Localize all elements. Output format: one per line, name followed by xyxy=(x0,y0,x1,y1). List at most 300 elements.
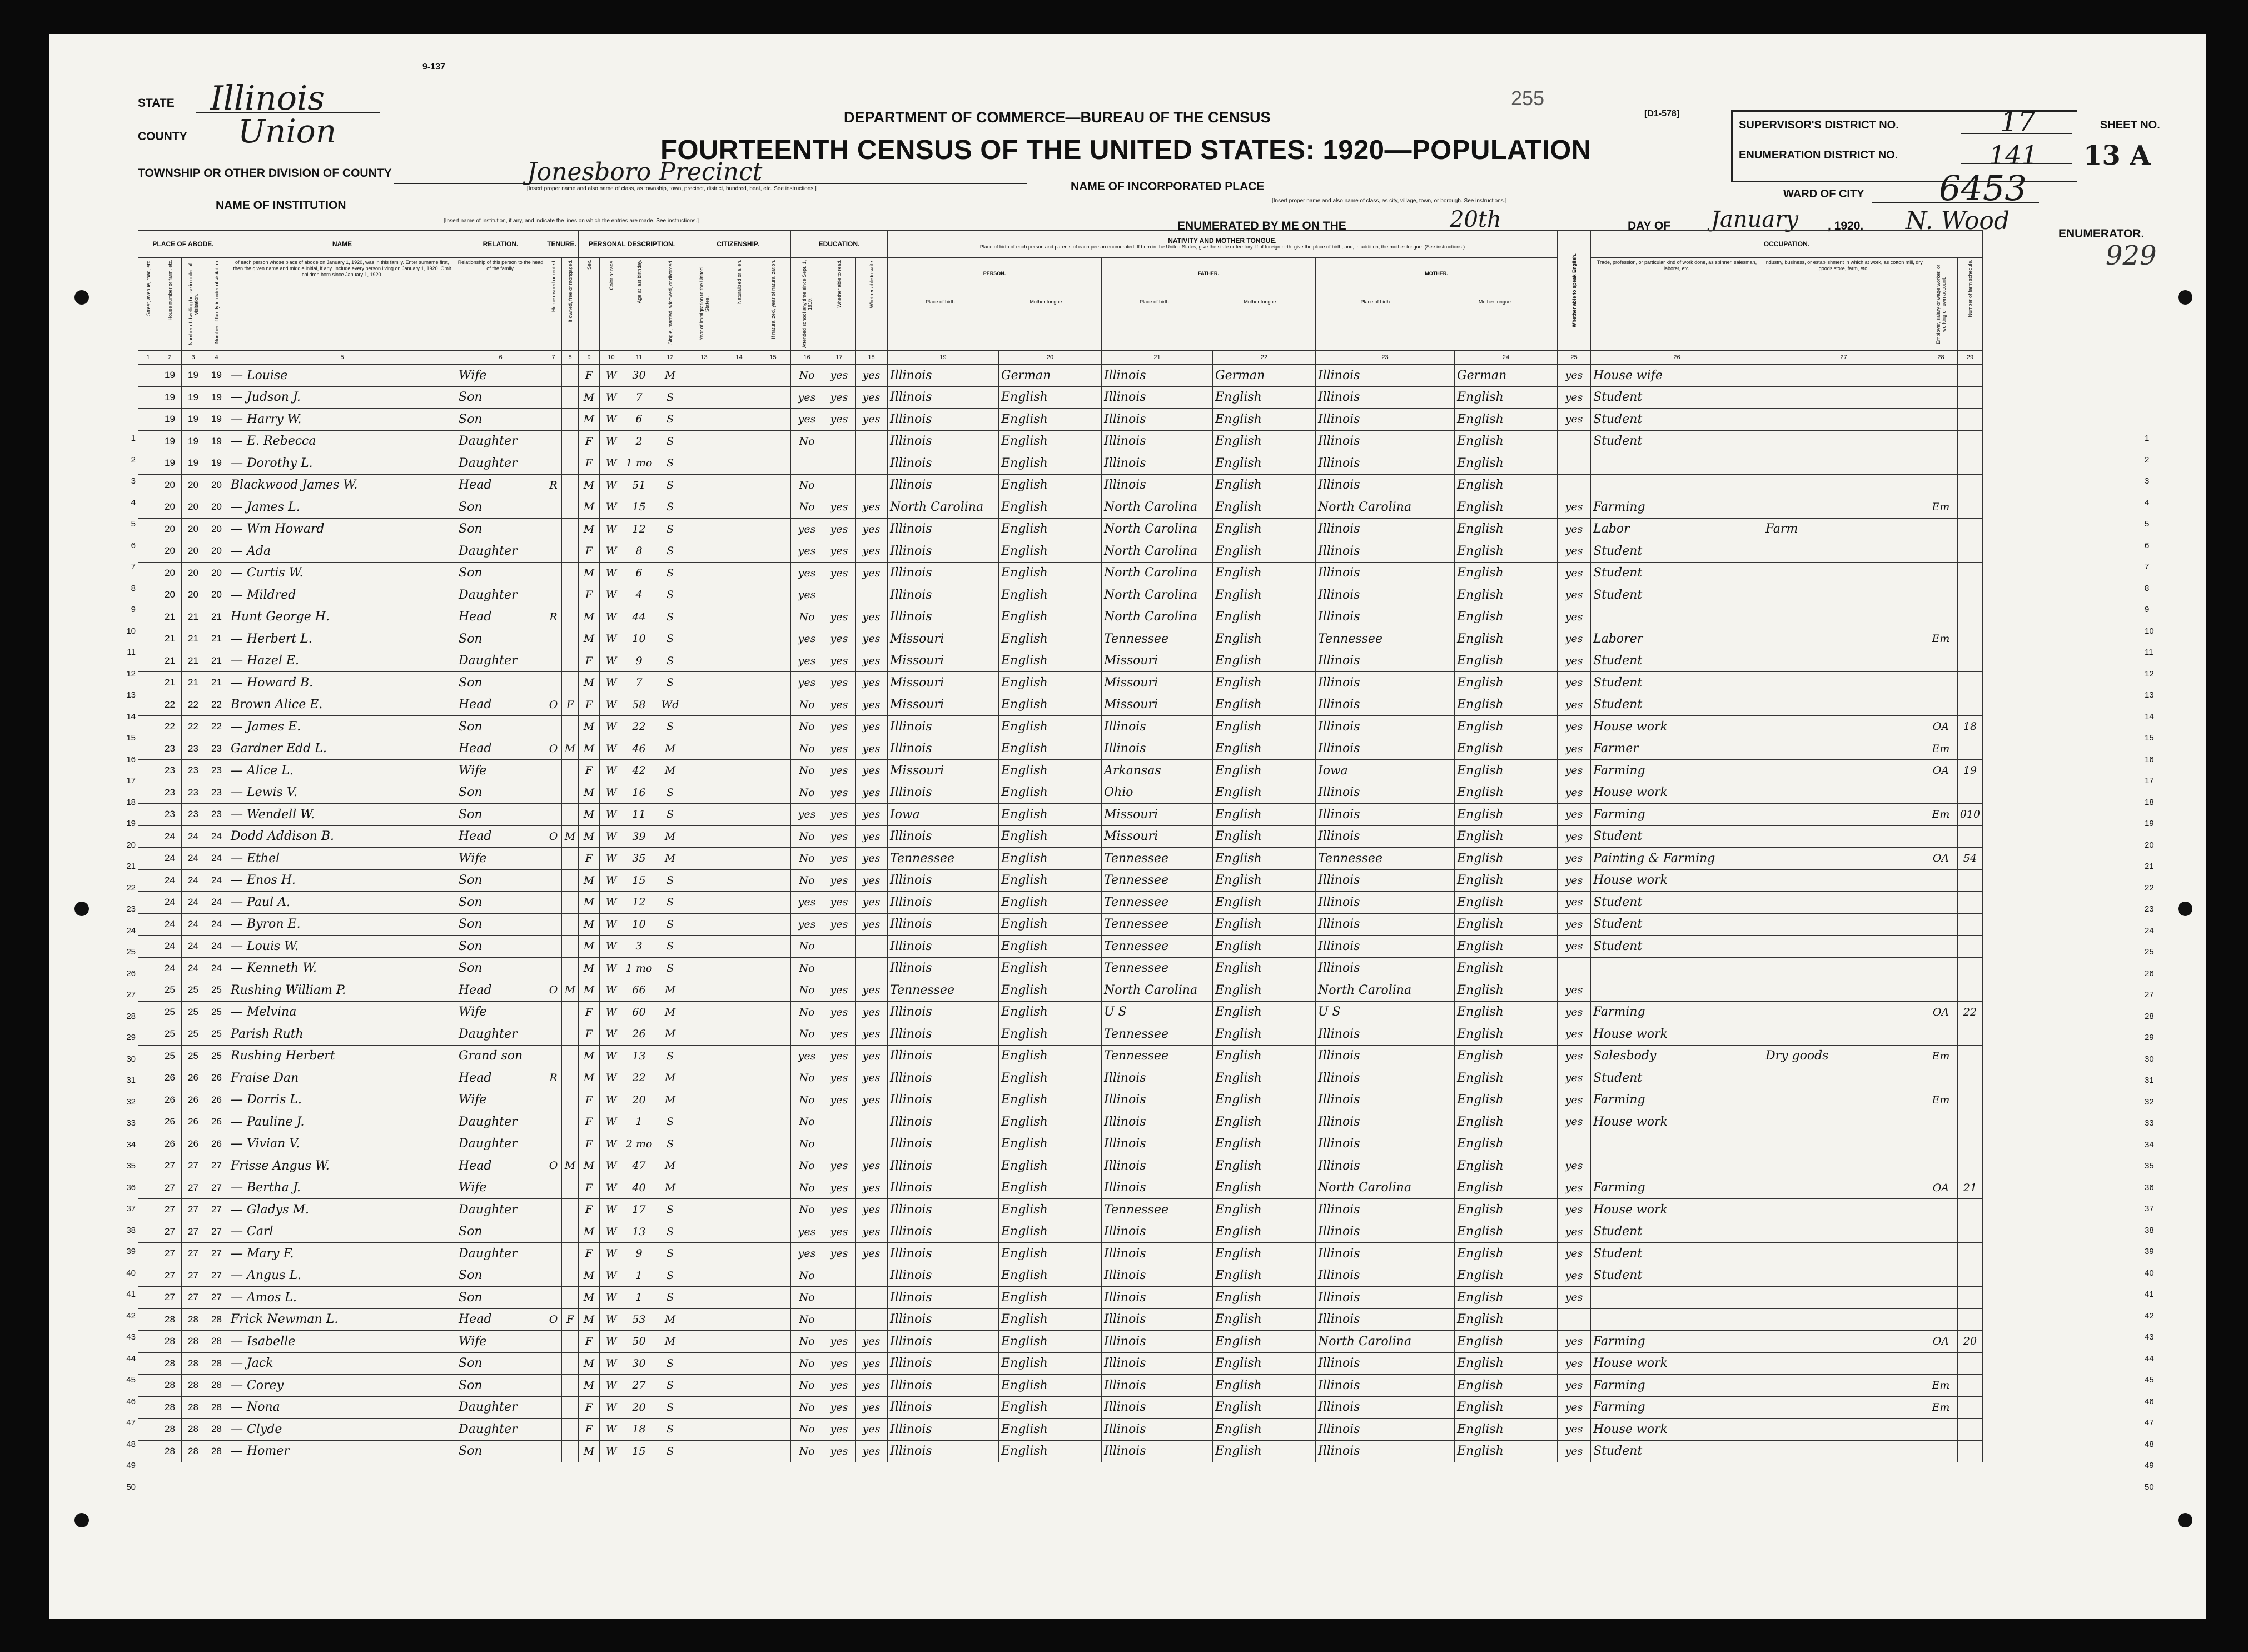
line-number: 33 xyxy=(126,1118,136,1128)
employer-class-cell xyxy=(1924,365,1958,387)
write-cell: yes xyxy=(856,716,888,738)
speaks-english-cell: yes xyxy=(1558,760,1591,782)
name-cell: — Ada xyxy=(228,540,456,563)
industry-cell xyxy=(1763,1001,1924,1023)
line-number: 27 xyxy=(2145,990,2154,999)
owned-rented-cell xyxy=(545,760,562,782)
attended-school-cell: No xyxy=(791,782,823,804)
free-mortgaged-cell xyxy=(562,540,579,563)
write-cell: yes xyxy=(856,1045,888,1067)
mother-tongue-cell: English xyxy=(999,716,1102,738)
occupation-cell: Student xyxy=(1591,936,1763,958)
age-cell: 7 xyxy=(623,386,655,409)
mother-tongue-parent-cell: English xyxy=(1455,760,1558,782)
name-cell: — Mildred xyxy=(228,584,456,606)
mother-birthplace-cell: Illinois xyxy=(1316,672,1455,694)
mother-tongue-cell: English xyxy=(999,606,1102,628)
dwelling-number: 20 xyxy=(182,496,205,519)
father-tongue-cell: English xyxy=(1213,672,1316,694)
census-row xyxy=(138,672,1983,694)
owned-rented-cell xyxy=(545,650,562,672)
naturalization-year-cell xyxy=(755,386,791,409)
mother-tongue-parent-cell: English xyxy=(1455,1177,1558,1199)
naturalized-cell xyxy=(723,1440,755,1462)
col-18-header: Whether able to write. xyxy=(856,258,888,351)
mother-tongue-parent-cell: English xyxy=(1455,1023,1558,1046)
mother-birthplace-cell: Illinois xyxy=(1316,1133,1455,1155)
street-cell xyxy=(138,1089,158,1111)
mother-tongue-parent-cell: English xyxy=(1455,518,1558,540)
supervisor-number: 17 xyxy=(2000,106,2036,138)
owned-rented-cell xyxy=(545,957,562,979)
write-cell: yes xyxy=(856,760,888,782)
col-15-header: If naturalized, year of naturalization. xyxy=(755,258,791,351)
line-number: 30 xyxy=(126,1054,136,1064)
incorporated-label: NAME OF INCORPORATED PLACE xyxy=(1071,180,1265,193)
sex-cell: M xyxy=(579,1375,600,1397)
age-cell: 44 xyxy=(623,606,655,628)
dwelling-number: 25 xyxy=(182,1001,205,1023)
house-number: 27 xyxy=(158,1265,182,1287)
naturalization-year-cell xyxy=(755,716,791,738)
farm-schedule-cell xyxy=(1958,386,1983,409)
age-cell: 18 xyxy=(623,1419,655,1441)
mother-tongue-parent-cell: English xyxy=(1455,1045,1558,1067)
mother-tongue-parent-cell: English xyxy=(1455,957,1558,979)
employer-class-cell xyxy=(1924,1111,1958,1133)
house-number: 24 xyxy=(158,869,182,892)
color-cell: W xyxy=(600,716,623,738)
attended-school-cell: yes xyxy=(791,672,823,694)
speaks-english-cell: yes xyxy=(1558,628,1591,650)
attended-school-cell: No xyxy=(791,979,823,1002)
industry-cell xyxy=(1763,1067,1924,1089)
read-cell xyxy=(823,936,856,958)
sex-cell: M xyxy=(579,892,600,914)
speaks-english-cell: yes xyxy=(1558,892,1591,914)
dwelling-number: 21 xyxy=(182,650,205,672)
census-row xyxy=(138,1308,1983,1331)
col-father-header: FATHER. Place of birth. Mother tongue. xyxy=(1102,258,1316,351)
mother-tongue-cell: English xyxy=(999,913,1102,936)
employer-class-cell: Em xyxy=(1924,1396,1958,1419)
naturalized-cell xyxy=(723,1067,755,1089)
father-birthplace-cell: North Carolina xyxy=(1102,518,1213,540)
family-number: 28 xyxy=(205,1331,228,1353)
attended-school-cell: No xyxy=(791,496,823,519)
ward-note: 6453 xyxy=(1939,168,2027,208)
census-row xyxy=(138,628,1983,650)
family-number: 27 xyxy=(205,1243,228,1265)
family-number: 19 xyxy=(205,386,228,409)
color-cell: W xyxy=(600,1089,623,1111)
father-tongue-cell: English xyxy=(1213,957,1316,979)
write-cell: yes xyxy=(856,496,888,519)
speaks-english-cell: yes xyxy=(1558,716,1591,738)
free-mortgaged-cell xyxy=(562,606,579,628)
sex-cell: F xyxy=(579,760,600,782)
farm-schedule-cell xyxy=(1958,1352,1983,1375)
father-tongue-cell: English xyxy=(1213,518,1316,540)
occupation-cell: Student xyxy=(1591,1265,1763,1287)
speaks-english-cell: yes xyxy=(1558,606,1591,628)
owned-rented-cell: O xyxy=(545,694,562,716)
employer-class-cell xyxy=(1924,386,1958,409)
speaks-english-cell xyxy=(1558,1308,1591,1331)
mother-tongue-cell: English xyxy=(999,430,1102,452)
write-cell xyxy=(856,936,888,958)
age-cell: 1 xyxy=(623,1111,655,1133)
col-11-header: Age at last birthday. xyxy=(623,258,655,351)
age-cell: 10 xyxy=(623,913,655,936)
house-number: 19 xyxy=(158,409,182,431)
line-number: 4 xyxy=(2145,497,2150,507)
naturalization-year-cell xyxy=(755,738,791,760)
father-tongue-cell: English xyxy=(1213,474,1316,496)
immigration-year-cell xyxy=(685,386,723,409)
color-cell: W xyxy=(600,430,623,452)
birthplace-cell: Illinois xyxy=(888,452,999,475)
column-number: 22 xyxy=(1213,351,1316,365)
naturalization-year-cell xyxy=(755,782,791,804)
naturalization-year-cell xyxy=(755,1155,791,1177)
mother-tongue-cell: English xyxy=(999,474,1102,496)
write-cell: yes xyxy=(856,1001,888,1023)
mother-tongue-cell: English xyxy=(999,957,1102,979)
industry-cell xyxy=(1763,1419,1924,1441)
relation-cell: Daughter xyxy=(456,1396,545,1419)
dwelling-number: 27 xyxy=(182,1287,205,1309)
marital-status-cell: M xyxy=(655,760,685,782)
family-number: 27 xyxy=(205,1177,228,1199)
employer-class-cell xyxy=(1924,430,1958,452)
naturalization-year-cell xyxy=(755,1331,791,1353)
free-mortgaged-cell xyxy=(562,1221,579,1243)
occupation-cell: Farming xyxy=(1591,1089,1763,1111)
house-number: 21 xyxy=(158,628,182,650)
group-education: EDUCATION. xyxy=(791,231,888,258)
free-mortgaged-cell xyxy=(562,716,579,738)
line-number: 29 xyxy=(126,1033,136,1042)
column-number: 13 xyxy=(685,351,723,365)
free-mortgaged-cell: M xyxy=(562,825,579,848)
day-of-label: DAY OF xyxy=(1628,220,1671,232)
owned-rented-cell xyxy=(545,496,562,519)
occupation-cell: Student xyxy=(1591,672,1763,694)
employer-class-cell xyxy=(1924,869,1958,892)
name-cell: — Howard B. xyxy=(228,672,456,694)
mother-tongue-parent-cell: English xyxy=(1455,913,1558,936)
house-number: 28 xyxy=(158,1352,182,1375)
industry-cell xyxy=(1763,1375,1924,1397)
mother-tongue-parent-cell: English xyxy=(1455,606,1558,628)
line-number: 46 xyxy=(126,1396,136,1406)
immigration-year-cell xyxy=(685,848,723,870)
mother-birthplace-cell: Illinois xyxy=(1316,738,1455,760)
relation-cell: Head xyxy=(456,606,545,628)
street-cell xyxy=(138,1308,158,1331)
farm-schedule-cell xyxy=(1958,606,1983,628)
line-number: 1 xyxy=(131,434,136,443)
column-number: 1 xyxy=(138,351,158,365)
age-cell: 11 xyxy=(623,804,655,826)
farm-schedule-cell xyxy=(1958,518,1983,540)
family-number: 23 xyxy=(205,760,228,782)
mother-tongue-parent-cell: English xyxy=(1455,650,1558,672)
house-number: 26 xyxy=(158,1111,182,1133)
attended-school-cell: No xyxy=(791,1001,823,1023)
age-cell: 22 xyxy=(623,1067,655,1089)
speaks-english-cell: yes xyxy=(1558,672,1591,694)
farm-schedule-cell xyxy=(1958,957,1983,979)
mother-tongue-cell: English xyxy=(999,1045,1102,1067)
father-tongue-cell: English xyxy=(1213,979,1316,1002)
free-mortgaged-cell xyxy=(562,1352,579,1375)
farm-schedule-cell: 21 xyxy=(1958,1177,1983,1199)
mother-tongue-parent-cell: English xyxy=(1455,892,1558,914)
name-cell: Hunt George H. xyxy=(228,606,456,628)
immigration-year-cell xyxy=(685,672,723,694)
line-number: 23 xyxy=(126,904,136,914)
occupation-cell: Student xyxy=(1591,892,1763,914)
employer-class-cell xyxy=(1924,1155,1958,1177)
immigration-year-cell xyxy=(685,1221,723,1243)
write-cell: yes xyxy=(856,628,888,650)
enumerated-label: ENUMERATED BY ME ON THE xyxy=(1177,220,1346,232)
color-cell: W xyxy=(600,804,623,826)
immigration-year-cell xyxy=(685,1396,723,1419)
birthplace-cell: Illinois xyxy=(888,518,999,540)
occupation-cell: House work xyxy=(1591,1111,1763,1133)
state-value: Illinois xyxy=(210,79,325,118)
father-birthplace-cell: Illinois xyxy=(1102,1089,1213,1111)
mother-tongue-parent-cell: English xyxy=(1455,804,1558,826)
relation-cell: Head xyxy=(456,694,545,716)
naturalized-cell xyxy=(723,1001,755,1023)
age-cell: 15 xyxy=(623,496,655,519)
line-number: 34 xyxy=(2145,1140,2154,1150)
read-cell: yes xyxy=(823,1023,856,1046)
street-cell xyxy=(138,496,158,519)
mother-tongue-cell: English xyxy=(999,496,1102,519)
line-number: 37 xyxy=(2145,1204,2154,1213)
write-cell: yes xyxy=(856,409,888,431)
employer-class-cell xyxy=(1924,1352,1958,1375)
dwelling-number: 28 xyxy=(182,1419,205,1441)
write-cell: yes xyxy=(856,1089,888,1111)
line-number: 8 xyxy=(131,583,136,593)
census-row xyxy=(138,869,1983,892)
naturalized-cell xyxy=(723,979,755,1002)
census-row xyxy=(138,1396,1983,1419)
father-tongue-cell: English xyxy=(1213,760,1316,782)
free-mortgaged-cell xyxy=(562,1177,579,1199)
employer-class-cell: Em xyxy=(1924,496,1958,519)
mother-tongue-parent-cell: English xyxy=(1455,1155,1558,1177)
write-cell: yes xyxy=(856,1155,888,1177)
mother-tongue-cell: English xyxy=(999,760,1102,782)
naturalization-year-cell xyxy=(755,1440,791,1462)
owned-rented-cell xyxy=(545,409,562,431)
name-cell: — Clyde xyxy=(228,1419,456,1441)
name-cell: — Jack xyxy=(228,1352,456,1375)
father-birthplace-cell: U S xyxy=(1102,1001,1213,1023)
house-number: 26 xyxy=(158,1067,182,1089)
relation-cell: Son xyxy=(456,1287,545,1309)
dwelling-number: 23 xyxy=(182,738,205,760)
father-birthplace-cell: Tennessee xyxy=(1102,628,1213,650)
employer-class-cell: OA xyxy=(1924,1001,1958,1023)
employer-class-cell xyxy=(1924,1067,1958,1089)
line-number: 3 xyxy=(2145,476,2150,486)
write-cell: yes xyxy=(856,1440,888,1462)
census-title: FOURTEENTH CENSUS OF THE UNITED STATES: 1920—POPULATION xyxy=(660,135,1591,165)
mother-birthplace-cell: Illinois xyxy=(1316,1111,1455,1133)
mother-tongue-cell: English xyxy=(999,782,1102,804)
census-row xyxy=(138,1440,1983,1462)
immigration-year-cell xyxy=(685,606,723,628)
census-row xyxy=(138,540,1983,563)
naturalized-cell xyxy=(723,869,755,892)
naturalized-cell xyxy=(723,957,755,979)
dwelling-number: 28 xyxy=(182,1440,205,1462)
attended-school-cell: No xyxy=(791,1419,823,1441)
relation-cell: Daughter xyxy=(456,1419,545,1441)
owned-rented-cell xyxy=(545,804,562,826)
dwelling-number: 25 xyxy=(182,1045,205,1067)
census-row xyxy=(138,1177,1983,1199)
read-cell: yes xyxy=(823,1177,856,1199)
line-number: 47 xyxy=(126,1418,136,1427)
write-cell xyxy=(856,474,888,496)
ward-label: WARD OF CITY xyxy=(1783,188,1864,200)
line-number: 43 xyxy=(126,1332,136,1342)
speaks-english-cell: yes xyxy=(1558,1352,1591,1375)
census-row xyxy=(138,913,1983,936)
census-row xyxy=(138,892,1983,914)
write-cell: yes xyxy=(856,1023,888,1046)
age-cell: 60 xyxy=(623,1001,655,1023)
marital-status-cell: S xyxy=(655,1221,685,1243)
sex-cell: F xyxy=(579,1419,600,1441)
speaks-english-cell: yes xyxy=(1558,1440,1591,1462)
mother-tongue-cell: English xyxy=(999,1265,1102,1287)
industry-cell xyxy=(1763,957,1924,979)
farm-schedule-cell xyxy=(1958,1023,1983,1046)
relation-cell: Son xyxy=(456,892,545,914)
street-cell xyxy=(138,650,158,672)
speaks-english-cell: yes xyxy=(1558,1177,1591,1199)
industry-cell: Dry goods xyxy=(1763,1045,1924,1067)
color-cell: W xyxy=(600,892,623,914)
owned-rented-cell xyxy=(545,1265,562,1287)
naturalized-cell xyxy=(723,913,755,936)
line-number: 11 xyxy=(127,648,136,657)
owned-rented-cell xyxy=(545,1023,562,1046)
father-birthplace-cell: Tennessee xyxy=(1102,869,1213,892)
write-cell: yes xyxy=(856,1243,888,1265)
family-number: 23 xyxy=(205,738,228,760)
marital-status-cell: M xyxy=(655,738,685,760)
mother-tongue-cell: English xyxy=(999,1331,1102,1353)
line-number: 25 xyxy=(126,947,136,957)
mother-birthplace-cell: North Carolina xyxy=(1316,1331,1455,1353)
read-cell: yes xyxy=(823,694,856,716)
naturalization-year-cell xyxy=(755,1287,791,1309)
owned-rented-cell xyxy=(545,518,562,540)
father-birthplace-cell: Illinois xyxy=(1102,1352,1213,1375)
industry-cell xyxy=(1763,694,1924,716)
occupation-cell: Student xyxy=(1591,430,1763,452)
father-birthplace-cell: North Carolina xyxy=(1102,979,1213,1002)
mother-tongue-cell: English xyxy=(999,1221,1102,1243)
line-numbers-right xyxy=(2145,428,2178,1498)
dwelling-number: 27 xyxy=(182,1221,205,1243)
sex-cell: M xyxy=(579,409,600,431)
farm-schedule-cell xyxy=(1958,738,1983,760)
line-number: 19 xyxy=(126,819,136,828)
sex-cell: M xyxy=(579,672,600,694)
census-row xyxy=(138,1155,1983,1177)
dwelling-number: 27 xyxy=(182,1265,205,1287)
line-number: 49 xyxy=(126,1461,136,1470)
father-birthplace-cell: Missouri xyxy=(1102,650,1213,672)
attended-school-cell: yes xyxy=(791,913,823,936)
free-mortgaged-cell xyxy=(562,1440,579,1462)
immigration-year-cell xyxy=(685,738,723,760)
father-tongue-cell: English xyxy=(1213,1067,1316,1089)
naturalization-year-cell xyxy=(755,628,791,650)
nativity-instruction: Place of birth of each person and parents of each person enumerated. If born in the United States, give the state or territory. If of foreign birth, give the place of birth; and, in addition, the mother tongue. (See instructions.) xyxy=(979,244,1465,250)
binder-hole xyxy=(74,290,89,305)
sex-cell: M xyxy=(579,957,600,979)
naturalized-cell xyxy=(723,1199,755,1221)
family-number: 28 xyxy=(205,1419,228,1441)
farm-schedule-cell xyxy=(1958,1375,1983,1397)
immigration-year-cell xyxy=(685,496,723,519)
family-number: 25 xyxy=(205,1001,228,1023)
mother-birthplace-cell: Illinois xyxy=(1316,1023,1455,1046)
house-number: 25 xyxy=(158,1001,182,1023)
father-birthplace-cell: Tennessee xyxy=(1102,957,1213,979)
read-cell: yes xyxy=(823,650,856,672)
line-number: 8 xyxy=(2145,583,2150,593)
street-cell xyxy=(138,1375,158,1397)
mother-tongue-cell: English xyxy=(999,1155,1102,1177)
write-cell: yes xyxy=(856,804,888,826)
name-cell: — Bertha J. xyxy=(228,1177,456,1199)
farm-schedule-cell xyxy=(1958,1287,1983,1309)
street-cell xyxy=(138,386,158,409)
naturalization-year-cell xyxy=(755,474,791,496)
naturalized-cell xyxy=(723,1089,755,1111)
employer-class-cell xyxy=(1924,584,1958,606)
immigration-year-cell xyxy=(685,1177,723,1199)
father-birthplace-cell: Tennessee xyxy=(1102,913,1213,936)
occupation-cell xyxy=(1591,452,1763,475)
employer-class-cell xyxy=(1924,672,1958,694)
marital-status-cell: S xyxy=(655,1287,685,1309)
color-cell: W xyxy=(600,782,623,804)
birthplace-cell: Illinois xyxy=(888,584,999,606)
mother-birthplace-cell: Illinois xyxy=(1316,936,1455,958)
naturalization-year-cell xyxy=(755,913,791,936)
occupation-cell: Salesbody xyxy=(1591,1045,1763,1067)
occupation-cell: Student xyxy=(1591,650,1763,672)
group-occupation: OCCUPATION. xyxy=(1591,231,1983,258)
father-tongue-cell: English xyxy=(1213,738,1316,760)
relation-cell: Head xyxy=(456,825,545,848)
